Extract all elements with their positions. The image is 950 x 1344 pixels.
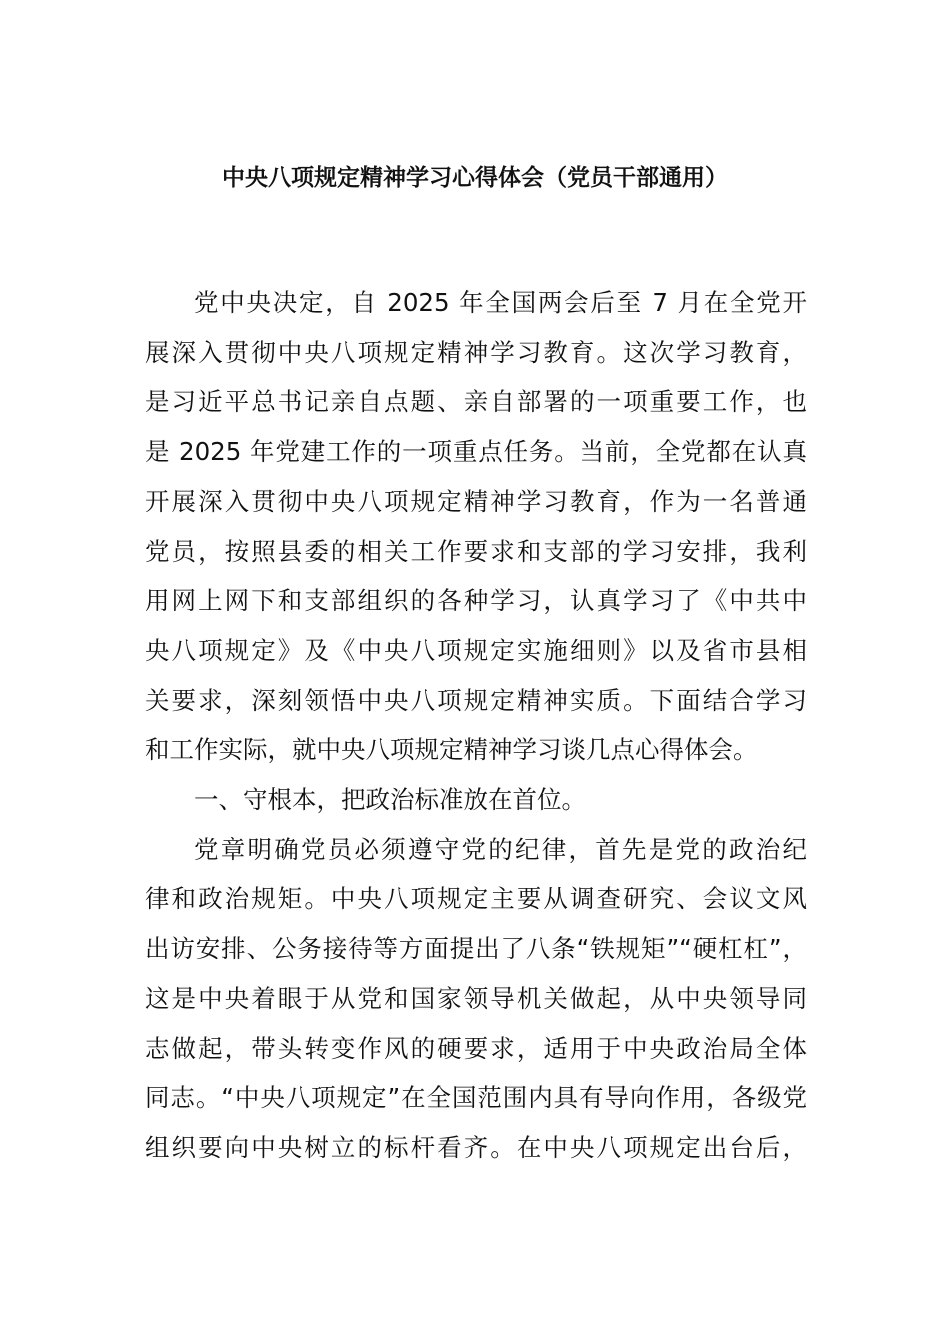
- text-line: 组织要向中央树立的标杆看齐。在中央八项规定出台后，: [145, 1132, 807, 1162]
- text-line: 关要求，深刻领悟中央八项规定精神实质。下面结合学习: [145, 685, 807, 715]
- text-line: 是习近平总书记亲自点题、亲自部署的一项重要工作，也: [145, 387, 807, 417]
- text-line: 央八项规定》及《中央八项规定实施细则》以及省市县相: [145, 635, 807, 665]
- document-body: [145, 278, 807, 1173]
- text-line: 一、守根本，把政治标准放在首位。: [194, 785, 586, 815]
- text-line: 出访安排、公务接待等方面提出了八条“铁规矩”“硬杠杠”，: [145, 934, 807, 964]
- text-line: 这是中央着眼于从党和国家领导机关做起，从中央领导同: [145, 983, 807, 1013]
- text-line: 和工作实际，就中央八项规定精神学习谈几点心得体会。: [145, 735, 758, 765]
- text-line: 开展深入贯彻中央八项规定精神学习教育，作为一名普通: [145, 486, 807, 516]
- text-line: 党员，按照县委的相关工作要求和支部的学习安排，我利: [145, 536, 807, 566]
- text-line: 党章明确党员必须遵守党的纪律，首先是党的政治纪: [194, 834, 807, 864]
- text-line: 志做起，带头转变作风的硬要求，适用于中央政治局全体: [145, 1033, 807, 1063]
- text-line: 党中央决定，自 2025 年全国两会后至 7 月在全党开: [194, 288, 807, 317]
- document-title: 中央八项规定精神学习心得体会（党员干部通用）: [222, 165, 728, 191]
- text-line: 展深入贯彻中央八项规定精神学习教育。这次学习教育，: [145, 337, 807, 367]
- paragraph-intro: [145, 278, 807, 775]
- text-line: 用网上网下和支部组织的各种学习，认真学习了《中共中: [145, 586, 807, 616]
- paragraph-section-1: [145, 825, 807, 1173]
- text-line: 是 2025 年党建工作的一项重点任务。当前，全党都在认真: [145, 437, 807, 467]
- section-heading-1: [145, 775, 807, 825]
- text-line: 同志。“中央八项规定”在全国范围内具有导向作用，各级党: [145, 1083, 807, 1113]
- text-line: 律和政治规矩。中央八项规定主要从调查研究、会议文风: [145, 884, 807, 914]
